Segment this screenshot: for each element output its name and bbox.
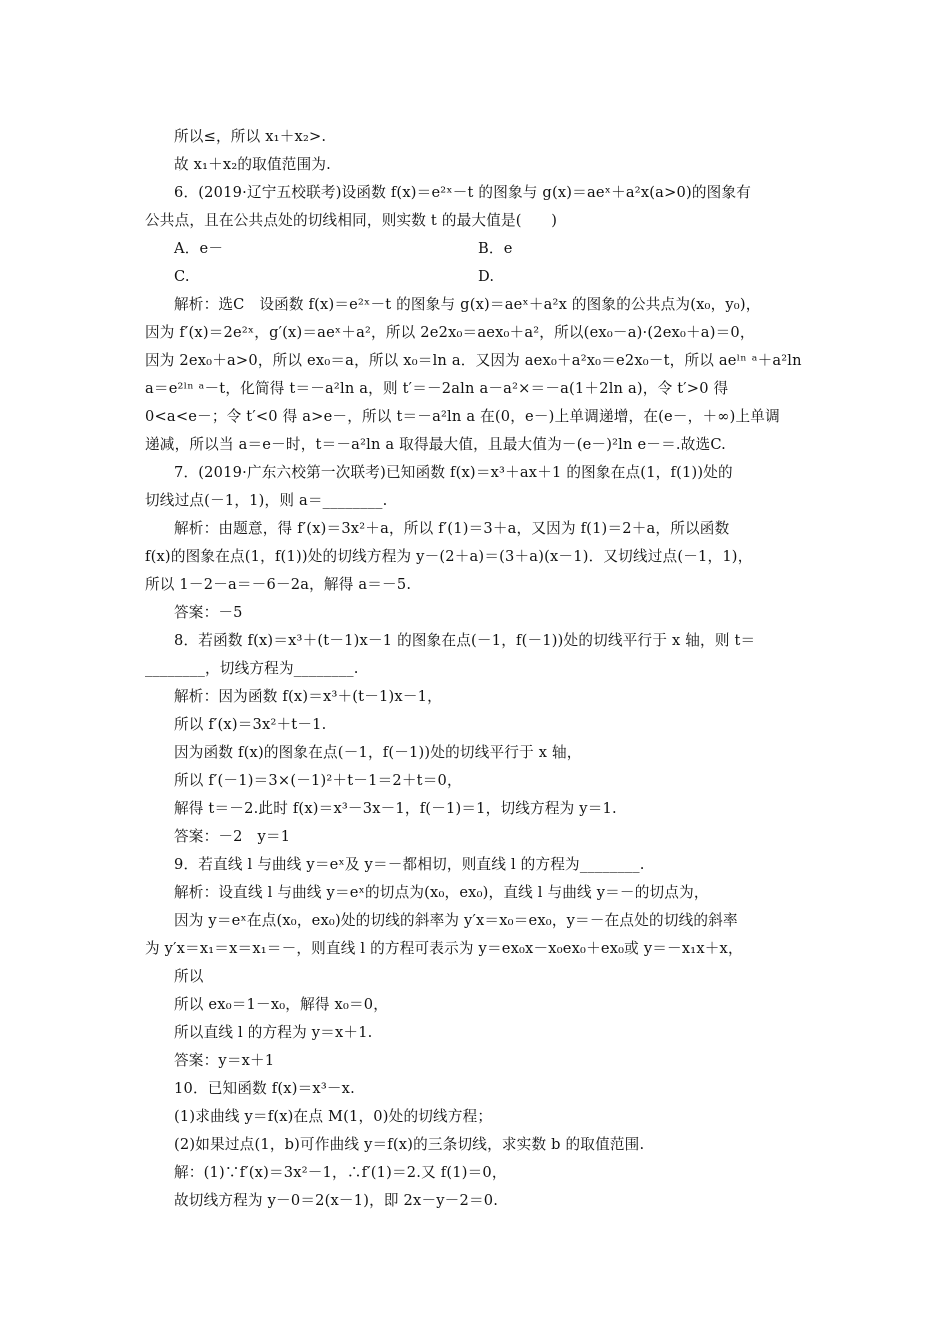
option-d: D. bbox=[478, 268, 495, 285]
answer-line: 答案：－2 y＝1 bbox=[174, 828, 291, 845]
solution-line: 解得 t＝－2.此时 f(x)＝x³－3x－1，f(－1)＝1，切线方程为 y＝1. bbox=[174, 800, 617, 817]
solution-line: a＝e²ˡⁿ ᵃ－t，化简得 t＝－a²ln a，则 t′＝－2aln a－a²×＝－a(1＋2ln a)，令 t′>0 得 bbox=[145, 380, 729, 397]
solution-line: 所以 bbox=[174, 968, 204, 985]
problem-6-heading: 6．(2019·辽宁五校联考)设函数 f(x)＝e²ˣ－t 的图象与 g(x)＝aeˣ＋a²x(a>0)的图象有 bbox=[174, 184, 752, 201]
solution-line: 因为函数 f(x)的图象在点(－1，f(－1))处的切线平行于 x 轴， bbox=[174, 744, 582, 761]
option-c: C. bbox=[174, 268, 190, 285]
solution-line: 解析：因为函数 f(x)＝x³＋(t－1)x－1， bbox=[174, 688, 442, 705]
solution-line: 因为 y＝eˣ在点(x₀，ex₀)处的切线的斜率为 y′x＝x₀＝ex₀，y＝－在点处的切线的斜率 bbox=[174, 912, 738, 929]
solution-line: 0<a<e－；令 t′<0 得 a>e－，所以 t＝－a²ln a 在(0，e－)上单调递增，在(e－，＋∞)上单调 bbox=[145, 408, 780, 425]
text-line: (1)求曲线 y＝f(x)在点 M(1，0)处的切线方程； bbox=[174, 1108, 493, 1125]
solution-line: 所以 1－2－a＝－6－2a，解得 a＝－5. bbox=[145, 576, 412, 593]
solution-line: 解析：选C 设函数 f(x)＝e²ˣ－t 的图象与 g(x)＝aeˣ＋a²x 的图象的公共点为(x₀，y₀)， bbox=[174, 296, 761, 313]
text-line: 切线过点(－1，1)，则 a＝________. bbox=[145, 492, 388, 509]
solution-line: 所以 f′(x)＝3x²＋t－1. bbox=[174, 716, 327, 733]
text-line: ________，切线方程为________. bbox=[145, 660, 359, 677]
solution-line: 解析：设直线 l 与曲线 y＝eˣ的切点为(x₀，ex₀)，直线 l 与曲线 y＝－的切点为， bbox=[174, 884, 709, 901]
text-line: (2)如果过点(1，b)可作曲线 y＝f(x)的三条切线，求实数 b 的取值范围. bbox=[174, 1136, 645, 1153]
solution-line: 递减，所以当 a＝e－时，t＝－a²ln a 取得最大值，且最大值为－(e－)²ln e－＝.故选C. bbox=[145, 436, 726, 453]
option-b: B．e bbox=[478, 240, 513, 257]
problem-10-heading: 10．已知函数 f(x)＝x³－x. bbox=[174, 1080, 355, 1097]
solution-line: f(x)的图象在点(1，f(1))处的切线方程为 y－(2＋a)＝(3＋a)(x－1)．又切线过点(－1，1)， bbox=[145, 548, 753, 565]
problem-9-heading: 9．若直线 l 与曲线 y＝eˣ及 y＝－都相切，则直线 l 的方程为________. bbox=[174, 856, 645, 873]
solution-line: 因为 f′(x)＝2e²ˣ，g′(x)＝aeˣ＋a²，所以 2e2x₀＝aex₀＋a²，所以(ex₀－a)·(2ex₀＋a)＝0， bbox=[145, 324, 755, 341]
text-line: 公共点，且在公共点处的切线相同，则实数 t 的最大值是( ) bbox=[145, 212, 558, 229]
problem-7-heading: 7．(2019·广东六校第一次联考)已知函数 f(x)＝x³＋ax＋1 的图象在点(1，f(1))处的 bbox=[174, 464, 733, 481]
option-a: A．e－ bbox=[174, 240, 224, 257]
solution-line: 所以 ex₀＝1－x₀，解得 x₀＝0， bbox=[174, 996, 389, 1013]
answer-line: 答案：－5 bbox=[174, 604, 243, 621]
problem-8-heading: 8．若函数 f(x)＝x³＋(t－1)x－1 的图象在点(－1，f(－1))处的切线平行于 x 轴，则 t＝ bbox=[174, 632, 756, 649]
solution-line: 因为 2ex₀＋a>0，所以 ex₀＝a，所以 x₀＝ln a．又因为 aex₀＋a²x₀＝e2x₀－t，所以 aeˡⁿ ᵃ＋a²ln bbox=[145, 352, 802, 369]
text-line: 所以≤，所以 x₁＋x₂>. bbox=[174, 128, 327, 145]
solution-line: 解：(1)∵f′(x)＝3x²－1，∴f′(1)＝2.又 f(1)＝0， bbox=[174, 1164, 507, 1181]
solution-line: 解析：由题意，得 f′(x)＝3x²＋a，所以 f′(1)＝3＋a，又因为 f(1)＝2＋a，所以函数 bbox=[174, 520, 730, 537]
solution-line: 所以 f′(－1)＝3×(－1)²＋t－1＝2＋t＝0， bbox=[174, 772, 462, 789]
answer-line: 答案：y＝x＋1 bbox=[174, 1052, 275, 1069]
solution-line: 所以直线 l 的方程为 y＝x＋1. bbox=[174, 1024, 373, 1041]
solution-line: 故切线方程为 y－0＝2(x－1)，即 2x－y－2＝0. bbox=[174, 1192, 499, 1209]
text-line: 故 x₁＋x₂的取值范围为. bbox=[174, 156, 331, 173]
solution-line: 为 y′x＝x₁＝x＝x₁＝－，则直线 l 的方程可表示为 y＝ex₀x－x₀ex₀＋ex₀或 y＝－x₁x＋x， bbox=[145, 940, 743, 957]
